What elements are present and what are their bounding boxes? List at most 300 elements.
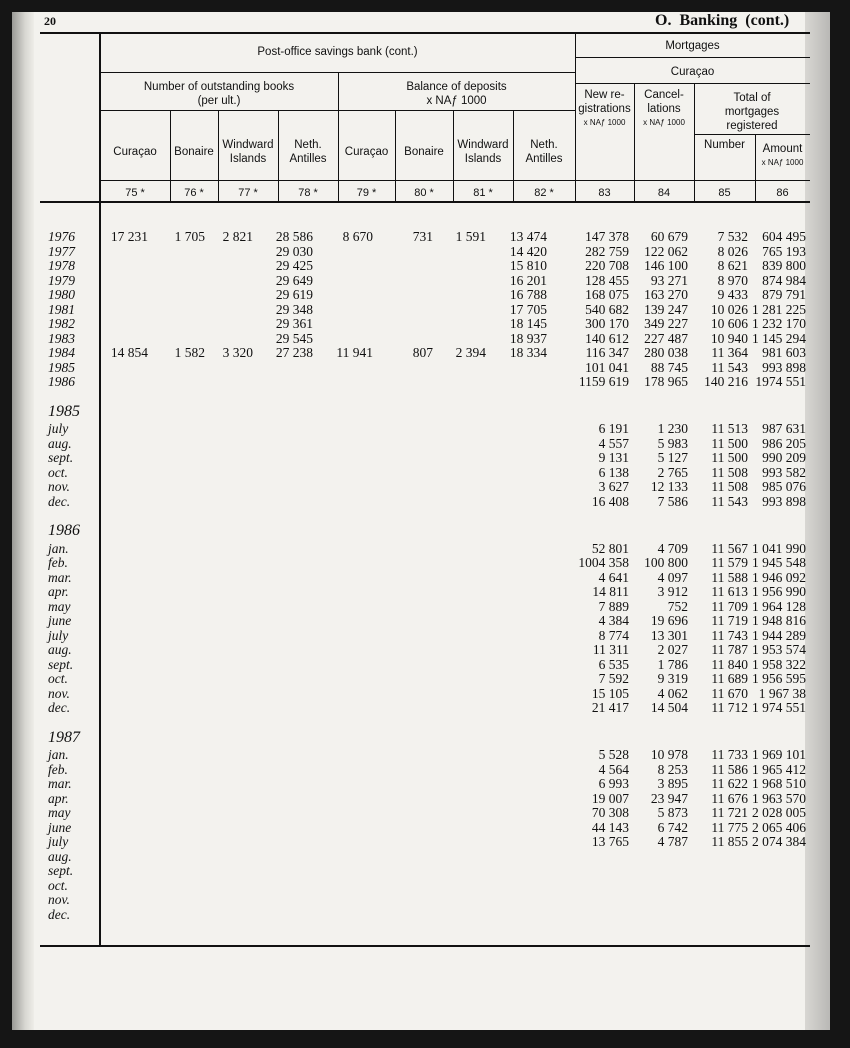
table-cell: 11 855 [711,834,748,849]
table-cell: 11 508 [711,464,748,480]
table-cell: 29 545 [275,330,313,346]
table-cell: 4 557 [598,435,629,451]
table-cell: 11 508 [711,479,748,494]
table-cell: 11 719 [711,613,748,628]
text: New re- [584,89,625,101]
table-cell: 11 743 [711,627,748,643]
row-label: apr. [48,790,69,806]
table-cell: 7 889 [598,598,629,614]
header-rule [40,201,810,203]
table-cell: 60 679 [650,229,688,244]
table-cell: 1 963 570 [752,790,806,806]
table-row [0,273,820,288]
table-cell: 2 821 [222,229,253,244]
column-header: Bonaire [174,146,214,158]
row-label: oct. [48,464,68,480]
text: Cancel- [644,89,684,101]
table-cell: 752 [667,598,688,614]
table-cell: 227 487 [644,330,688,346]
table-cell: 29 619 [275,287,313,302]
table-cell: 1 948 816 [752,613,806,628]
row-label: june [48,819,72,835]
row-label: 1985 [48,359,75,375]
table-cell: 14 504 [650,700,688,715]
row-label: 1982 [48,316,75,331]
table-row [0,494,820,509]
table-cell: 12 133 [650,479,688,494]
header-cancellations [634,88,694,130]
year-heading-row [0,522,820,540]
table-cell: 11 586 [711,761,748,777]
table-cell: 100 800 [644,555,688,570]
text: gistrations [578,103,631,115]
table-cell: 116 347 [585,345,629,360]
table-cell: 7 592 [598,671,629,686]
rule [575,57,810,58]
table-cell: 1159 619 [578,374,629,389]
table-row [0,849,820,864]
column-header: Curaçao [113,146,157,158]
row-label: 1979 [48,272,75,288]
table-cell: 2 028 005 [752,805,806,820]
table-cell: 8 970 [717,272,748,288]
year-heading-row [0,728,820,747]
table-cell: 8 253 [657,761,688,777]
row-label: 1981 [48,301,75,317]
row-label: nov. [48,479,70,494]
row-label: may [48,805,71,820]
row-label: 1977 [48,243,75,259]
table-row [0,791,820,806]
table-cell: 349 227 [644,316,688,331]
table-cell: 1 582 [174,345,205,360]
section-title: O. Banking (cont.) [655,12,790,29]
table-cell: 6 742 [657,819,688,835]
text: x NAƒ 1000 [583,118,626,127]
table-cell: 13 765 [591,834,629,849]
table-cell: 11 721 [711,805,748,820]
row-label: july [48,834,69,849]
table-cell: 11 543 [711,359,748,375]
table-cell: 1 956 595 [752,671,806,686]
table-cell: 15 105 [591,685,629,701]
table-cell: 4 062 [657,685,688,701]
row-label: dec. [48,493,71,509]
rule [694,134,810,135]
text: x NAƒ 1000 [643,118,685,127]
table-cell: 4 097 [657,569,688,585]
table-row [0,747,820,762]
table-row [0,584,820,599]
table-cell: 8 670 [342,229,373,244]
column-number: 86 [776,187,789,199]
table-cell: 16 408 [591,493,629,509]
row-label: may [48,598,71,614]
table-cell: 1 944 289 [752,627,806,643]
table-cell: 3 895 [657,776,688,791]
table-cell: 19 007 [591,790,629,806]
table-cell: 604 495 [762,229,806,244]
table-cell: 11 513 [711,421,748,436]
row-label: june [48,613,72,628]
table-cell: 1 145 294 [752,330,806,346]
table-row [0,628,820,643]
column-number: 81 * [473,187,493,199]
table-cell: 4 564 [598,761,629,777]
table-cell: 1 946 092 [752,569,806,585]
table-cell: 5 983 [657,435,688,451]
table-cell: 2 394 [455,345,486,360]
table-cell: 1 965 412 [752,761,806,777]
table-cell: 11 840 [711,656,748,672]
column-number: 78 * [298,187,318,199]
table-row [0,316,820,331]
text: mortgages [724,106,780,118]
table-cell: 993 898 [762,359,806,375]
table-cell: 1 591 [455,229,486,244]
table-cell: 993 582 [762,464,806,480]
table-row [0,541,820,556]
table-cell: 29 361 [275,316,313,331]
table-cell: 765 193 [762,243,806,259]
table-cell: 11 500 [711,450,748,465]
row-label: 1978 [48,258,75,273]
table-cell: 11 712 [711,700,748,715]
table-row [0,671,820,686]
table-cell: 4 787 [657,834,688,849]
table-cell: 1 969 101 [752,747,806,762]
table-cell: 2 027 [657,642,688,657]
row-label: 1984 [48,345,75,360]
table-cell: 11 364 [711,345,748,360]
table-row [0,244,820,259]
table-cell: 1 786 [657,656,688,672]
table-row [0,686,820,701]
table-cell: 807 [412,345,433,360]
table-cell: 1 230 [657,421,688,436]
table-row [0,613,820,628]
table-cell: 18 937 [509,330,547,346]
table-cell: 15 810 [509,258,547,273]
header-balance [338,80,575,108]
table-cell: 3 627 [598,479,629,494]
table-row [0,700,820,715]
table-cell: 70 308 [591,805,629,820]
table-cell: 987 631 [762,421,806,436]
table-cell: 140 216 [704,374,748,389]
table-cell: 11 676 [711,790,748,806]
table-cell: 10 978 [650,747,688,762]
table-cell: 1 281 225 [752,301,806,317]
table-row [0,360,820,375]
table-row [0,421,820,436]
row-label: 1987 [48,728,80,746]
table-cell: 1 958 322 [752,656,806,672]
row-label: 1986 [48,374,75,389]
table-row [0,436,820,451]
table-row [0,805,820,820]
table-cell: 4 384 [598,613,629,628]
table-cell: 282 759 [585,243,629,259]
table-row [0,555,820,570]
column-number: 84 [657,187,671,199]
table-cell: 11 500 [711,435,748,451]
column-header: Neth. Antilles [289,139,327,165]
table-cell: 21 417 [591,700,629,715]
header-balance-sub: x NAƒ 1000 [426,95,487,107]
table-cell: 18 334 [509,345,547,360]
row-label: aug. [48,642,72,657]
table-cell: 4 709 [657,540,688,556]
table-cell: 1 968 510 [752,776,806,791]
header-new-registrations [575,88,634,130]
table-cell: 993 898 [762,493,806,509]
row-label: oct. [48,877,68,893]
table-cell: 11 775 [711,819,748,835]
table-cell: 128 455 [585,272,629,288]
row-label: sept. [48,450,74,465]
table-cell: 93 271 [650,272,688,288]
table-cell: 168 075 [585,287,629,302]
table-row [0,599,820,614]
table-cell: 28 586 [275,229,313,244]
column-number: 80 * [414,187,434,199]
row-label: july [48,627,69,643]
table-cell: 6 993 [598,776,629,791]
table-cell: 23 947 [650,790,688,806]
table-cell: 540 682 [585,301,629,317]
table-row [0,331,820,346]
text: Total of [733,92,771,104]
table-cell: 839 800 [762,258,806,273]
table-cell: 29 425 [275,258,313,273]
table-cell: 16 201 [509,272,547,288]
table-cell: 13 301 [650,627,688,643]
row-label: jan. [48,747,69,762]
table-cell: 19 696 [650,613,688,628]
table-row [0,258,820,273]
table-cell: 17 231 [110,229,148,244]
row-label: mar. [48,569,72,585]
table-cell: 11 941 [336,345,373,360]
header-total [694,91,810,133]
table-cell: 300 170 [585,316,629,331]
table-row [0,465,820,480]
table-cell: 7 586 [657,493,688,509]
table-cell: 6 535 [598,656,629,672]
table-cell: 1 945 548 [752,555,806,570]
header-books-title: Number of outstanding books [143,81,295,93]
table-cell: 11 567 [711,540,748,556]
row-label: july [48,421,69,436]
table-cell: 280 038 [644,345,688,360]
row-label: aug. [48,848,72,864]
table-cell: 11 622 [711,776,748,791]
header-books [100,80,338,108]
row-label: apr. [48,584,69,599]
table-cell: 5 127 [657,450,688,465]
table-cell: 1 974 551 [752,700,806,715]
header-number: Number [704,139,745,151]
header-balance-title: Balance of deposits [406,81,507,93]
rule [575,83,810,84]
column-number: 83 [598,187,611,199]
table-cell: 1 964 128 [752,598,806,614]
page-number: 20 [44,14,56,28]
row-label: 1976 [48,229,75,244]
table-cell: 11 709 [711,598,748,614]
table-cell: 879 791 [762,287,806,302]
table-row [0,820,820,835]
text: registered [726,120,778,132]
table-cell: 981 603 [762,345,806,360]
table-cell: 2 065 406 [752,819,806,835]
table-row [0,776,820,791]
table-cell: 8 774 [598,627,629,643]
table-cell: 178 965 [644,374,688,389]
table-cell: 6 191 [598,421,629,436]
table-cell: 52 801 [591,540,629,556]
table-cell: 11 613 [711,584,748,599]
table-cell: 985 076 [762,479,806,494]
table-row [0,374,820,389]
table-cell: 9 131 [598,450,629,465]
table-cell: 18 145 [509,316,547,331]
table-cell: 1 956 990 [752,584,806,599]
text: x NAƒ 1000 [761,158,804,167]
table-cell: 11 689 [711,671,748,686]
table-cell: 731 [412,229,433,244]
table-cell: 11 543 [711,493,748,509]
table-cell: 2 765 [657,464,688,480]
header-mortgages: Mortgages [665,40,720,52]
table-cell: 10 940 [710,330,748,346]
table-row [0,479,820,494]
row-label: nov. [48,892,70,907]
table-row [0,570,820,585]
row-label: feb. [48,555,68,570]
table-row [0,907,820,922]
column-header: Bonaire [404,146,444,158]
table-row [0,863,820,878]
header-curacao: Curaçao [670,66,715,78]
text: Amount [762,143,803,155]
column-number: 77 * [238,187,258,199]
column-header: Curaçao [344,146,389,158]
row-label: nov. [48,685,70,701]
table-cell: 163 270 [644,287,688,302]
row-label: 1986 [48,522,80,539]
table-cell: 11 670 [711,685,748,701]
row-label: dec. [48,906,71,922]
table-cell: 11 579 [711,555,748,570]
column-header: Windward Islands [457,139,509,165]
table-cell: 10 606 [710,316,748,331]
table-cell: 874 984 [762,272,806,288]
table-cell: 14 854 [110,345,148,360]
table-cell: 88 745 [650,359,688,375]
table-row [0,302,820,317]
table-cell: 1 705 [174,229,205,244]
table-cell: 16 788 [509,287,547,302]
column-header: Neth. Antilles [525,139,563,165]
year-heading-row [0,402,820,421]
text: lations [647,103,681,115]
table-row [0,878,820,893]
table-cell: 1 953 574 [752,642,806,657]
table-cell: 44 143 [591,819,629,835]
table-cell: 1004 358 [578,555,629,570]
row-label: oct. [48,671,68,686]
table-cell: 990 209 [762,450,806,465]
table-cell: 986 205 [762,435,806,451]
table-cell: 11 733 [711,747,748,762]
table-cell: 140 612 [585,330,629,346]
header-amount [755,142,810,170]
table-cell: 8 026 [717,243,748,259]
table-cell: 10 026 [710,301,748,317]
row-label: 1983 [48,330,75,346]
table-row [0,892,820,907]
row-label: dec. [48,700,71,715]
row-label: mar. [48,776,72,791]
table-cell: 4 641 [598,569,629,585]
table-row [0,229,820,244]
table-cell: 101 041 [585,359,629,375]
row-label: sept. [48,863,74,878]
table-cell: 147 378 [585,229,629,244]
table-cell: 27 238 [275,345,313,360]
table-cell: 11 311 [592,642,629,657]
table-cell: 29 348 [275,301,313,317]
table-cell: 9 433 [717,287,748,302]
table-cell: 7 532 [717,229,748,244]
table-cell: 122 062 [644,243,688,259]
table-cell: 146 100 [644,258,688,273]
column-header: Windward Islands [222,139,274,165]
table-row [0,450,820,465]
table-cell: 2 074 384 [752,834,806,849]
table-row [0,287,820,302]
header-postoffice: Post-office savings bank (cont.) [257,46,418,58]
table-cell: 220 708 [585,258,629,273]
table-row [0,345,820,360]
table-cell: 3 320 [222,345,253,360]
table-cell: 5 873 [657,805,688,820]
table-row [0,762,820,777]
row-label: 1980 [48,287,75,302]
row-label: aug. [48,435,72,451]
table-cell: 29 030 [275,243,313,259]
bottom-rule [40,945,810,947]
table-row [0,834,820,849]
table-cell: 14 420 [509,243,547,259]
column-number: 76 * [184,187,204,199]
row-label: jan. [48,540,69,556]
column-number: 75 * [125,187,145,199]
row-label: feb. [48,761,68,777]
rule [100,180,810,181]
column-number: 85 [718,187,731,199]
table-cell: 139 247 [644,301,688,317]
column-number: 79 * [356,187,377,199]
table-cell: 29 649 [275,272,313,288]
row-label: sept. [48,656,74,672]
table-cell: 17 705 [509,301,547,317]
table-row [0,657,820,672]
table-cell: 1974 551 [755,374,806,389]
table-cell: 5 528 [598,747,629,762]
